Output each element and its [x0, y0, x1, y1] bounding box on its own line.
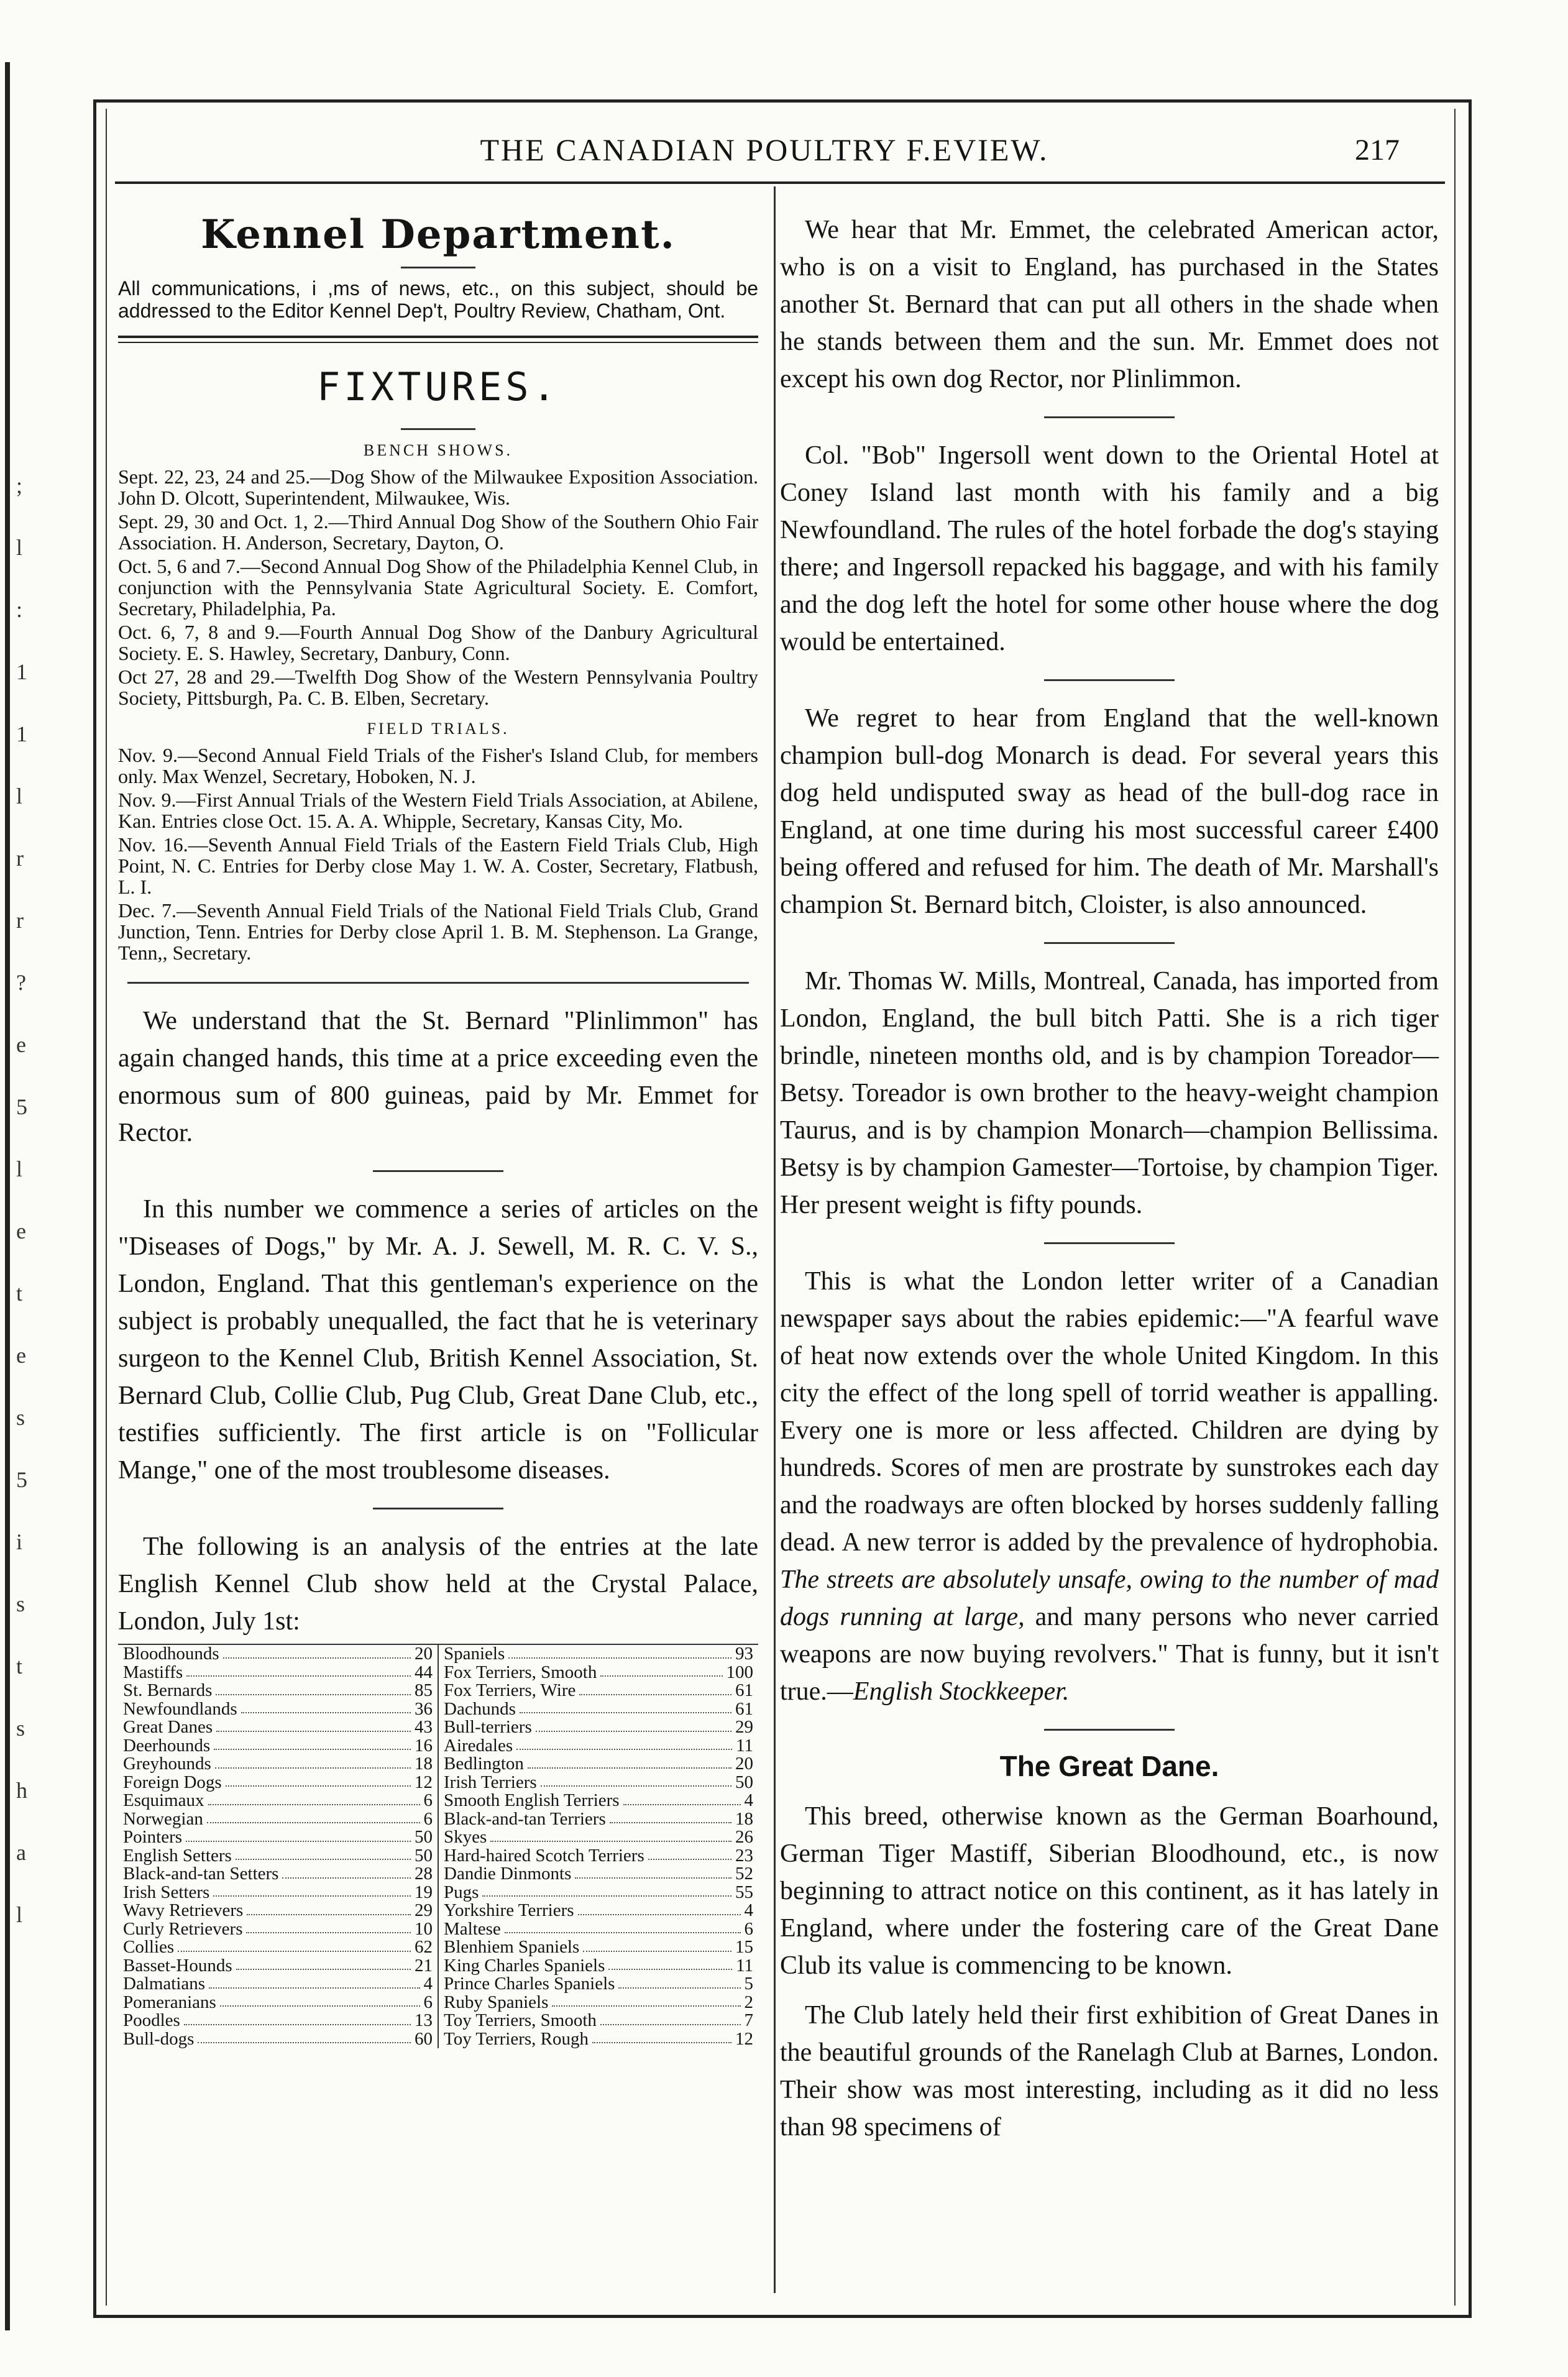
breed-name: Blenhiem Spaniels: [444, 1937, 580, 1957]
entry-row: [118, 1865, 438, 1884]
fixture-item: Nov. 16.—Seventh Annual Field Trials of the Eastern Field Trials Club, High Point, N. C. Entries for Derby close May 1. W. A. Coster, Secretary, Flatbush, L. I.: [118, 833, 758, 898]
entry-row: [118, 1920, 438, 1939]
margin-char: e: [16, 1343, 26, 1368]
entry-row: [118, 1755, 438, 1774]
breed-name: Dachunds: [444, 1698, 516, 1719]
entry-row: [439, 1737, 758, 1756]
entry-count: 93: [735, 1644, 753, 1664]
entry-count: 44: [415, 1662, 433, 1682]
margin-char: r: [16, 846, 24, 871]
entry-row: [439, 1902, 758, 1920]
margin-char: a: [16, 1840, 26, 1865]
breed-name: Poodles: [123, 2010, 180, 2030]
entry-count: 52: [735, 1864, 753, 1884]
entry-count: 61: [735, 1698, 753, 1719]
entry-count: 50: [415, 1827, 433, 1847]
entry-row: [118, 1700, 438, 1719]
breed-name: English Setters: [123, 1845, 232, 1866]
margin-char: l: [16, 784, 23, 808]
page-number: 217: [1355, 134, 1400, 167]
paragraph-great-dane-1: This breed, otherwise known as the German Boarhound, German Tiger Mastiff, Siberian Bloodhound, etc., is now beginning to attract notice on this continent, as it has lately in England, where under the fostering care of the Great Dane Club its value is commencing to be known.: [780, 1802, 1439, 1980]
entry-row: [439, 1884, 758, 1902]
fixture-item: Oct. 5, 6 and 7.—Second Annual Dog Show of the Philadelphia Kennel Club, in conjunction with the Pennsylvania State Agricultural Society. E. Comfort, Secretary, Philadelphia, Pa.: [118, 555, 758, 620]
margin-char: 5: [16, 1467, 27, 1492]
breed-name: Curly Retrievers: [123, 1918, 243, 1939]
entry-row: [118, 1847, 438, 1866]
margin-char: :: [16, 597, 23, 622]
breed-name: Bull-terriers: [444, 1717, 532, 1737]
entry-row: [118, 1828, 438, 1847]
breed-name: St. Bernards: [123, 1680, 213, 1700]
field-trials-heading: FIELD TRIALS.: [367, 720, 510, 738]
entry-row: [118, 1664, 438, 1682]
fixture-item: Nov. 9.—First Annual Trials of the Western Field Trials Association, at Abilene, Kan. Entries close Oct. 15. A. A. Whipple, Secretary, Kansas City, Mo.: [118, 789, 758, 832]
fixtures-rule: [401, 428, 475, 430]
leader-dots: [213, 1884, 411, 1897]
margin-char: 1: [16, 721, 27, 746]
entry-row: [439, 1920, 758, 1939]
margin-char: t: [16, 1281, 23, 1306]
entries-table: [118, 1644, 758, 2048]
margin-char: s: [16, 1592, 25, 1616]
breed-name: Bedlington: [444, 1754, 524, 1774]
fixtures-end-rule: [127, 982, 749, 984]
entry-count: 6: [423, 1808, 433, 1829]
leader-dots: [516, 1737, 732, 1751]
breed-name: Dalmatians: [123, 1974, 206, 1994]
leader-dots: [207, 1810, 420, 1824]
fixture-item: Oct 27, 28 and 29.—Twelfth Dog Show of the Western Pennsylvania Poultry Society, Pittsburgh, Pa. C. B. Elben, Secretary.: [118, 666, 758, 709]
breed-name: Esquimaux: [123, 1790, 204, 1810]
entry-count: 29: [735, 1717, 753, 1737]
leader-dots: [216, 1718, 411, 1732]
margin-char: l: [16, 1156, 23, 1181]
entry-row: [439, 1938, 758, 1957]
margin-char: r: [16, 908, 24, 933]
leader-dots: [623, 1792, 741, 1805]
entry-row: [118, 1645, 438, 1664]
leader-dots: [490, 1828, 731, 1842]
breed-name: Maltese: [444, 1918, 501, 1939]
entry-row: [118, 1957, 438, 1976]
leader-dots: [592, 2030, 731, 2044]
entry-row: [439, 1810, 758, 1829]
leader-dots: [583, 1938, 731, 1952]
entry-row: [439, 1792, 758, 1810]
paragraph-plinlimmon: We understand that the St. Bernard "Plinlimmon" has again changed hands, this time at a price exceeding even the enormous sum of 800 guineas, paid by Mr. Emmet for Rector.: [118, 1007, 758, 1147]
entry-row: [439, 1957, 758, 1976]
entry-row: [439, 1645, 758, 1664]
leader-dots: [184, 2012, 411, 2025]
entry-row: [118, 1682, 438, 1700]
breed-name: Mastiffs: [123, 1662, 183, 1682]
entry-count: 50: [415, 1845, 433, 1866]
paragraph-monarch: We regret to hear from England that the well-known champion bull-dog Monarch is dead. For several years this dog held undisputed sway as head of the bull-dog race in England, at one time during his most successful career £400 being offered and refused for him. The death of Mr. Marshall's champion St. Bernard bitch, Cloister, is also announced.: [780, 704, 1439, 919]
entry-row: [118, 2012, 438, 2030]
bench-shows-heading: BENCH SHOWS.: [363, 441, 513, 459]
entry-row: [118, 1792, 438, 1810]
fixture-item: Sept. 22, 23, 24 and 25.—Dog Show of the Milwaukee Exposition Association. John D. Olcott, Superintendent, Milwaukee, Wis.: [118, 465, 758, 509]
breed-name: Collies: [123, 1937, 175, 1957]
leader-dots: [215, 1755, 411, 1769]
entry-row: [118, 1774, 438, 1792]
separator-rule: [1044, 1729, 1175, 1731]
leader-dots: [579, 1682, 731, 1695]
entry-count: 4: [423, 1974, 433, 1994]
margin-char: s: [16, 1405, 25, 1430]
entry-count: 12: [415, 1772, 433, 1792]
entry-count: 10: [415, 1918, 433, 1939]
leader-dots: [236, 1957, 411, 1971]
entry-row: [118, 1994, 438, 2012]
margin-char: 5: [16, 1094, 27, 1119]
paragraph-ingersoll: Col. "Bob" Ingersoll went down to the Oriental Hotel at Coney Island last month with his family and a big Newfoundland. The rules of the hotel forbade the dog's staying there; and Ingersoll repacked his baggage, and with his family and the dog left the hotel for some other house where the dog would be entertained.: [780, 441, 1439, 656]
breed-name: Yorkshire Terriers: [444, 1900, 574, 1920]
leader-dots: [226, 1774, 411, 1787]
breed-name: Black-and-tan Terriers: [444, 1808, 606, 1829]
breed-name: Foreign Dogs: [123, 1772, 222, 1792]
leader-dots: [600, 1664, 722, 1677]
leader-dots: [223, 1645, 411, 1659]
leader-dots: [505, 1920, 741, 1934]
entry-count: 18: [415, 1754, 433, 1774]
separator-rule: [1044, 416, 1175, 418]
entry-count: 28: [415, 1864, 433, 1884]
leader-dots: [236, 1847, 411, 1861]
entry-row: [439, 2012, 758, 2030]
leader-dots: [552, 1994, 740, 2007]
margin-char: e: [16, 1219, 26, 1243]
breed-name: Basset-Hounds: [123, 1955, 232, 1976]
field-trials-list: [118, 744, 758, 963]
separator-rule: [373, 1508, 503, 1509]
leader-dots: [482, 1884, 731, 1897]
entry-row: [439, 1664, 758, 1682]
entries-left-column: [118, 1645, 439, 2048]
margin-char: s: [16, 1716, 25, 1741]
entry-count: 11: [736, 1955, 753, 1976]
entry-count: 15: [735, 1937, 753, 1957]
bench-shows-list: [118, 466, 758, 708]
paragraph-mills: Mr. Thomas W. Mills, Montreal, Canada, has imported from London, England, the bull bitch Patti. She is a rich tiger brindle, nineteen months old, and is by champion Toreador—Betsy. Toreador is own brother to the heavy-weight champion Taurus, and is by champion Monarch—champion Bellissima. Betsy is by champion Gamester—Tortoise, by champion Tiger. Her present weight is fifty pounds.: [780, 967, 1439, 1219]
title-rule: [401, 267, 475, 268]
leader-dots: [648, 1847, 731, 1861]
running-header-title: THE CANADIAN POULTRY F.EVIEW.: [480, 132, 1049, 167]
leader-dots: [282, 1865, 411, 1879]
entry-count: 11: [736, 1735, 753, 1756]
margin-char: t: [16, 1654, 23, 1679]
binding-edge-rule: [5, 62, 10, 2330]
entry-row: [439, 1828, 758, 1847]
entry-count: 85: [415, 1680, 433, 1700]
breed-name: Toy Terriers, Rough: [444, 2028, 589, 2049]
entry-row: [118, 1718, 438, 1737]
leader-dots: [618, 1975, 740, 1989]
leader-dots: [247, 1902, 411, 1915]
breed-name: Ruby Spaniels: [444, 1992, 549, 2012]
entry-count: 60: [415, 2028, 433, 2049]
entry-row: [439, 1865, 758, 1884]
breed-name: Airedales: [444, 1735, 513, 1756]
breed-name: Bloodhounds: [123, 1644, 219, 1664]
entry-row: [118, 1884, 438, 1902]
entry-row: [439, 1847, 758, 1866]
leader-dots: [208, 1792, 420, 1805]
separator-rule: [1044, 942, 1175, 944]
entry-count: 26: [735, 1827, 753, 1847]
fixture-item: Oct. 6, 7, 8 and 9.—Fourth Annual Dog Show of the Danbury Agricultural Society. E. S. Hawley, Secretary, Danbury, Conn.: [118, 621, 758, 664]
breed-name: Spaniels: [444, 1644, 505, 1664]
leader-dots: [178, 1938, 411, 1952]
breed-name: Pugs: [444, 1882, 479, 1902]
breed-name: Pointers: [123, 1827, 183, 1847]
leader-dots: [209, 1975, 420, 1989]
paragraph-emmet: We hear that Mr. Emmet, the celebrated American actor, who is on a visit to England, has purchased in the States another St. Bernard that can put all others in the shade when he stands between them and the sun. Mr. Emmet does not except his own dog Rector, nor Plinlimmon.: [780, 216, 1439, 393]
margin-char: h: [16, 1778, 27, 1803]
entry-row: [439, 1994, 758, 2012]
breed-name: Fox Terriers, Wire: [444, 1680, 576, 1700]
entry-count: 16: [415, 1735, 433, 1756]
entry-count: 20: [415, 1644, 433, 1664]
separator-rule: [1044, 1242, 1175, 1244]
entry-count: 21: [415, 1955, 433, 1976]
entry-row: [118, 1737, 438, 1756]
leader-dots: [578, 1902, 741, 1915]
margin-char: i: [16, 1529, 23, 1554]
leader-dots: [608, 1957, 732, 1971]
breed-name: Skyes: [444, 1827, 487, 1847]
breed-name: Irish Setters: [123, 1882, 210, 1902]
entry-row: [439, 1682, 758, 1700]
double-rule: [118, 336, 758, 343]
rabies-source: English Stockkeeper.: [853, 1677, 1070, 1706]
leader-dots: [541, 1774, 731, 1787]
entry-count: 20: [735, 1754, 753, 1774]
entry-count: 6: [744, 1918, 753, 1939]
rabies-text-b: and many persons who never carried weapons are now buying revolvers." That is funny, but it isn't true.—: [780, 1603, 1439, 1706]
breed-name: Hard-haired Scotch Terriers: [444, 1845, 644, 1866]
entry-row: [118, 2030, 438, 2049]
breed-name: King Charles Spaniels: [444, 1955, 605, 1976]
entry-count: 29: [415, 1900, 433, 1920]
leader-dots: [186, 1664, 411, 1677]
entry-count: 23: [735, 1845, 753, 1866]
entry-count: 7: [744, 2010, 753, 2030]
fixture-item: Sept. 29, 30 and Oct. 1, 2.—Third Annual Dog Show of the Southern Ohio Fair Association. H. Anderson, Secretary, Dayton, O.: [118, 510, 758, 554]
breed-name: Great Danes: [123, 1717, 213, 1737]
paragraph-great-dane-2: The Club lately held their first exhibition of Great Danes in the beautiful grounds of the Ranelagh Club at Barnes, London. Their show was most interesting, including as it did no less than 98 specimens of: [780, 2001, 1439, 2141]
left-column: [118, 211, 758, 2048]
margin-char: e: [16, 1032, 26, 1057]
leader-dots: [520, 1700, 731, 1714]
entry-count: 18: [735, 1808, 753, 1829]
leader-dots: [600, 2012, 741, 2025]
margin-char: l: [16, 535, 23, 560]
entry-count: 50: [735, 1772, 753, 1792]
separator-rule: [1044, 679, 1175, 681]
header-rule: [115, 181, 1445, 184]
leader-dots: [528, 1755, 731, 1769]
entry-count: 55: [735, 1882, 753, 1902]
entry-row: [118, 1902, 438, 1920]
entry-count: 62: [415, 1937, 433, 1957]
leader-dots: [610, 1810, 731, 1824]
entries-right-column: [439, 1645, 758, 2048]
breed-name: Pomeranians: [123, 1992, 216, 2012]
entry-row: [439, 1718, 758, 1737]
right-column: [780, 211, 1439, 2158]
entry-count: 61: [735, 1680, 753, 1700]
leader-dots: [246, 1920, 411, 1934]
margin-char: ?: [16, 970, 26, 995]
entry-row: [439, 1774, 758, 1792]
rabies-italic-text: The streets are absolutely unsafe, owing to the number of mad dogs running at large,: [780, 1565, 1439, 1631]
entry-count: 43: [415, 1717, 433, 1737]
leader-dots: [198, 2030, 411, 2044]
entry-row: [118, 1810, 438, 1829]
breed-name: Newfoundlands: [123, 1698, 237, 1719]
breed-name: Smooth English Terriers: [444, 1790, 620, 1810]
entry-count: 6: [423, 1790, 433, 1810]
entry-count: 2: [744, 1992, 753, 2012]
margin-char: ;: [16, 473, 23, 498]
entry-row: [439, 2030, 758, 2049]
leader-dots: [216, 1682, 411, 1695]
entry-row: [439, 1755, 758, 1774]
entry-count: 6: [423, 1992, 433, 2012]
breed-name: Toy Terriers, Smooth: [444, 2010, 597, 2030]
leader-dots: [241, 1700, 411, 1714]
paragraph-analysis: The following is an analysis of the entries at the late English Kennel Club show held at the Crystal Palace, London, July 1st:: [118, 1532, 758, 1636]
breed-name: Black-and-tan Setters: [123, 1864, 279, 1884]
leader-dots: [575, 1865, 731, 1879]
entry-count: 36: [415, 1698, 433, 1719]
leader-dots: [536, 1718, 731, 1732]
column-divider: [774, 186, 776, 2293]
entry-count: 13: [415, 2010, 433, 2030]
entry-count: 100: [726, 1662, 753, 1682]
breed-name: Greyhounds: [123, 1754, 211, 1774]
great-dane-title: The Great Dane.: [999, 1750, 1219, 1782]
breed-name: Prince Charles Spaniels: [444, 1974, 615, 1994]
entry-row: [439, 1700, 758, 1719]
margin-char: l: [16, 1902, 23, 1927]
leader-dots: [220, 1994, 420, 2007]
paragraph-rabies: [780, 1263, 1439, 1710]
breed-name: Fox Terriers, Smooth: [444, 1662, 597, 1682]
breed-name: Bull-dogs: [123, 2028, 195, 2049]
entry-count: 4: [744, 1900, 753, 1920]
breed-name: Deerhounds: [123, 1735, 211, 1756]
entry-count: 19: [415, 1882, 433, 1902]
breed-name: Norwegian: [123, 1808, 203, 1829]
margin-char: 1: [16, 659, 27, 684]
entry-count: 12: [735, 2028, 753, 2049]
fixture-item: Nov. 9.—Second Annual Field Trials of the Fisher's Island Club, for members only. Max Wenzel, Secretary, Hoboken, N. J.: [118, 744, 758, 787]
fixture-item: Dec. 7.—Seventh Annual Field Trials of the National Field Trials Club, Grand Junction, Tenn. Entries for Derby close April 1. B. M. Stephenson. La Grange, Tenn,, Secretary.: [118, 899, 758, 964]
breed-name: Irish Terriers: [444, 1772, 537, 1792]
paragraph-diseases: In this number we commence a series of articles on the "Diseases of Dogs," by Mr. A. J. Sewell, M. R. C. V. S., London, England. That this gentleman's experience on the subject is probably unequalled, the fact that he is veterinary surgeon to the Kennel Club, British Kennel Association, St. Bernard Club, Collie Club, Pug Club, Great Dane Club, etc., testifies sufficiently. The first article is on "Follicular Mange," one of the most troublesome diseases.: [118, 1195, 758, 1485]
breed-name: Dandie Dinmonts: [444, 1864, 572, 1884]
kennel-note: All communications, i ,ms of news, etc., on this subject, should be addressed to the Editor Kennel Dep't, Poultry Review, Chatham, Ont.: [118, 277, 758, 322]
separator-rule: [373, 1170, 503, 1172]
entry-count: 5: [744, 1974, 753, 1994]
leader-dots: [214, 1737, 411, 1751]
fixtures-title: FIXTURES.: [317, 364, 559, 410]
entry-count: 4: [744, 1790, 753, 1810]
entry-row: [439, 1975, 758, 1994]
leader-dots: [508, 1645, 731, 1659]
entry-row: [118, 1938, 438, 1957]
rabies-text-a: This is what the London letter writer of a Canadian newspaper says about the rabies epidemic:—"A fearful wave of heat now extends over the whole United Kingdom. In this city the effect of the long spell of torrid weather is appalling. Every one is more or less affected. Children are dying by hundreds. Scores of men are prostrate by sunstrokes each day and the roadways are often blocked by horses suddenly falling dead. A new terror is added by the prevalence of hydrophobia.: [780, 1267, 1439, 1557]
kennel-department-title: Kennel Department.: [201, 211, 676, 258]
breed-name: Wavy Retrievers: [123, 1900, 244, 1920]
entry-row: [118, 1975, 438, 1994]
leader-dots: [186, 1828, 411, 1842]
